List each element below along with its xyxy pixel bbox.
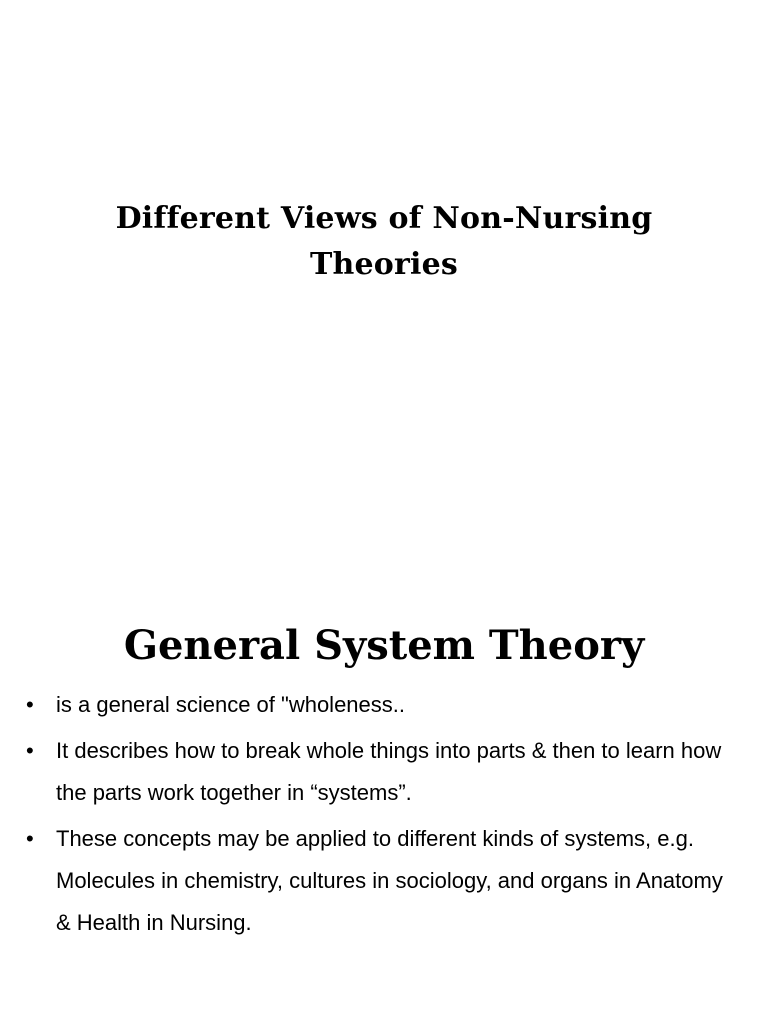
bullet-item bbox=[26, 818, 726, 944]
bullet-icon: • bbox=[26, 826, 34, 851]
bullet-text: These concepts may be applied to different kinds of systems, e.g. Molecules in chemistry, cultures in sociology, and organs in Anatomy & Health in Nursing. bbox=[56, 826, 723, 935]
bullet-list bbox=[26, 684, 726, 948]
slide-title: Different Views of Non-Nursing Theories bbox=[115, 201, 653, 282]
bullet-text: It describes how to break whole things into parts & then to learn how the parts work together in “systems”. bbox=[56, 738, 722, 805]
content-slide bbox=[0, 576, 768, 1024]
bullet-icon: • bbox=[26, 738, 34, 763]
bullet-item bbox=[26, 730, 726, 814]
bullet-text: is a general science of "wholeness.. bbox=[56, 692, 406, 717]
bullet-item bbox=[26, 684, 726, 726]
bullet-icon: • bbox=[26, 692, 34, 717]
slide-heading: General System Theory bbox=[123, 622, 645, 669]
